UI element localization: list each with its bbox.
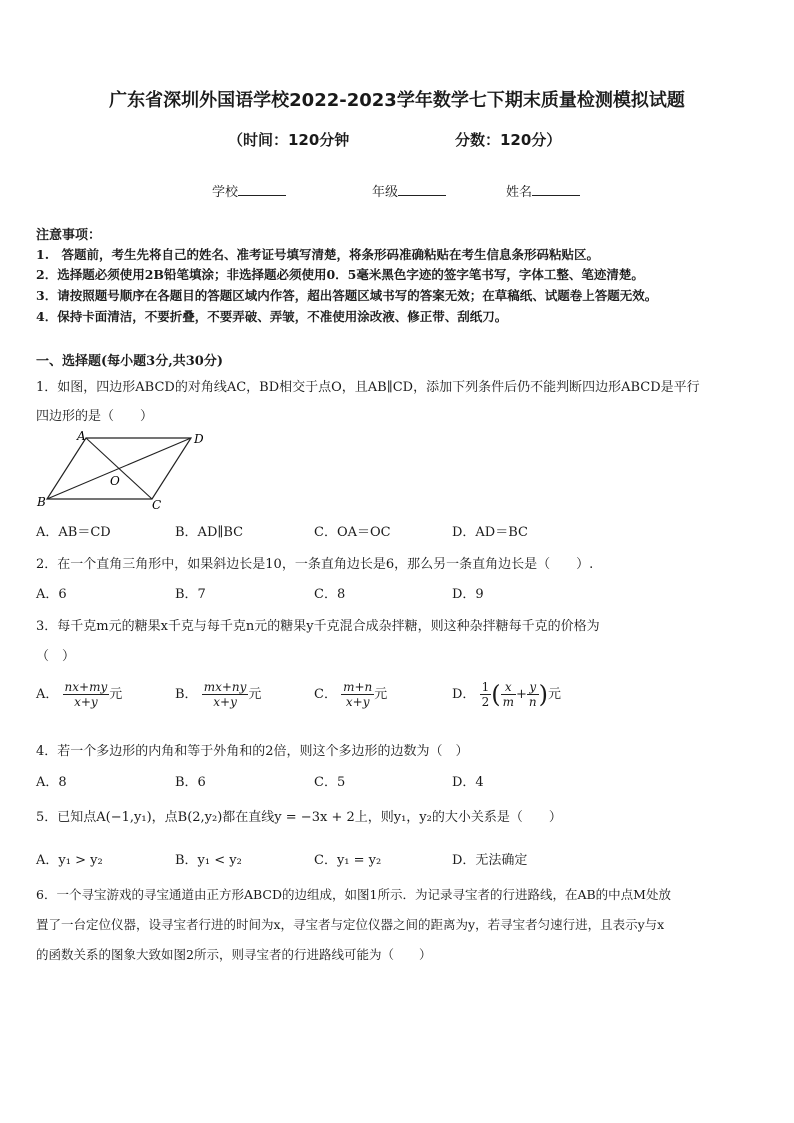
exam-title: 广东省深圳外国语学校2022-2023学年数学七下期末质量检测模拟试题 [109,90,685,111]
exam-time: （时间：120分钟 [228,131,350,149]
name-field [506,181,580,200]
q4-option-c[interactable]: C．5 [314,775,346,790]
note-item: 4．保持卡面清洁，不要折叠，不要弄破、弄皱，不准使用涂改液、修正带、刮纸刀。 [36,309,508,324]
q6-text-cont: 的函数关系的图象大致如图2所示，则寻宝者的行进路线可能为（ ） [36,947,432,962]
q4-option-b[interactable]: B．6 [175,775,206,790]
note-item: 2．选择题必须使用2B铅笔填涂；非选择题必须使用0．5毫米黑色字迹的签字笔书写，字体工整、笔迹清楚。 [36,267,644,282]
fraction: $\frac{m+n}{x+y}$ [343,680,373,709]
q1-text: 1．如图，四边形ABCD的对角线AC，BD相交于点O，且AB∥CD，添加下列条件后仍不能判断四边形ABCD是平行 [36,380,700,395]
option-label: B． [175,687,198,702]
label-o: O [110,474,120,488]
option-label: A． [36,687,59,702]
grade-blank[interactable] [398,183,446,196]
fraction: $\frac{mx+ny}{x+y}$ [203,680,247,709]
q3-text: 3．每千克m元的糖果x千克与每千克n元的糖果y千克混合成杂拌糖，则这种杂拌糖每千克的价格为 [36,619,600,634]
q3-option-d[interactable]: D． $\frac{1}{2}$ ( $\frac{x}{m}$ + $\frac{y}{n}$ )元 [452,680,562,709]
option-label: D． [452,687,476,702]
q1-option-a[interactable]: A．AB＝CD [36,525,111,540]
q3-option-c[interactable] [314,680,387,709]
q1-option-c[interactable]: C．OA＝OC [314,525,391,540]
q1-text-cont: 四边形的是（ ） [36,409,154,424]
note-item: 1. 答题前，考生先将自己的姓名、准考证号填写清楚，将条形码准确粘贴在考生信息条形码粘贴区。 [36,247,600,262]
plus-sign: + [515,687,527,702]
q4-text: 4．若一个多边形的内角和等于外角和的2倍，则这个多边形的边数为（ ） [36,744,469,759]
school-label: 学校 [212,185,239,200]
q2-option-d[interactable]: D．9 [452,587,484,602]
unit: 元 [374,687,388,702]
q2-text: 2．在一个直角三角形中，如果斜边长是10，一条直角边长是6，那么另一条直角边长是（ ）. [36,557,594,572]
school-blank[interactable] [238,183,286,196]
q2-option-b[interactable]: B．7 [175,587,206,602]
option-label: C． [314,687,337,702]
section-heading: 一、选择题(每小题3分,共30分) [36,354,223,369]
fraction: $\frac{nx+my}{x+y}$ [64,680,108,709]
name-label: 姓名 [506,185,533,200]
unit: 元 [248,687,262,702]
fraction: $\frac{x}{m}$ [502,680,514,709]
q5-option-d[interactable]: D．无法确定 [452,853,528,868]
label-b: B [37,495,46,509]
fraction-half: $\frac{1}{2}$ [481,680,490,709]
grade-label: 年级 [372,185,399,200]
unit: 元 [548,687,562,702]
unit: 元 [109,687,123,702]
q2-option-a[interactable]: A．6 [36,587,67,602]
q1-option-b[interactable]: B．AD∥BC [175,525,244,540]
q1-option-d[interactable]: D．AD＝BC [452,525,528,540]
q5-text: 5．已知点A(−1,y₁)，点B(2,y₂)都在直线y = −3x + 2上，则y₁，y₂的大小关系是（ ） [36,810,562,825]
q5-option-c[interactable]: C．y₁ = y₂ [314,853,382,868]
q3-option-b[interactable] [175,680,261,709]
q4-option-d[interactable]: D．4 [452,775,484,790]
label-a: A [77,429,86,443]
school-field [212,181,286,200]
q6-text: 6．一个寻宝游戏的寻宝通道由正方形ABCD的边组成，如图1所示．为记录寻宝者的行进路线，在AB的中点M处放 [36,887,671,902]
q5-option-a[interactable]: A．y₁ > y₂ [36,853,103,868]
fraction: $\frac{y}{n}$ [528,680,537,709]
q2-option-c[interactable]: C．8 [314,587,346,602]
label-c: C [152,498,162,512]
label-d: D [194,432,204,446]
q4-option-a[interactable]: A．8 [36,775,67,790]
q3-option-a[interactable] [36,680,122,709]
parallelogram-figure [34,428,224,514]
q6-text-cont: 置了一台定位仪器，设寻宝者行进的时间为x，寻宝者与定位仪器之间的距离为y，若寻宝者匀速行进，且表示y与x [36,917,665,932]
note-item: 3．请按照题号顺序在各题目的答题区域内作答，超出答题区域书写的答案无效；在草稿纸、试题卷上答题无效。 [36,288,658,303]
exam-score: 分数：120分） [455,131,562,149]
q5-option-b[interactable]: B．y₁ < y₂ [175,853,242,868]
notes-title: 注意事项： [36,228,102,243]
grade-field [372,181,446,200]
name-blank[interactable] [532,183,580,196]
q3-text-cont: （ ） [36,649,76,664]
